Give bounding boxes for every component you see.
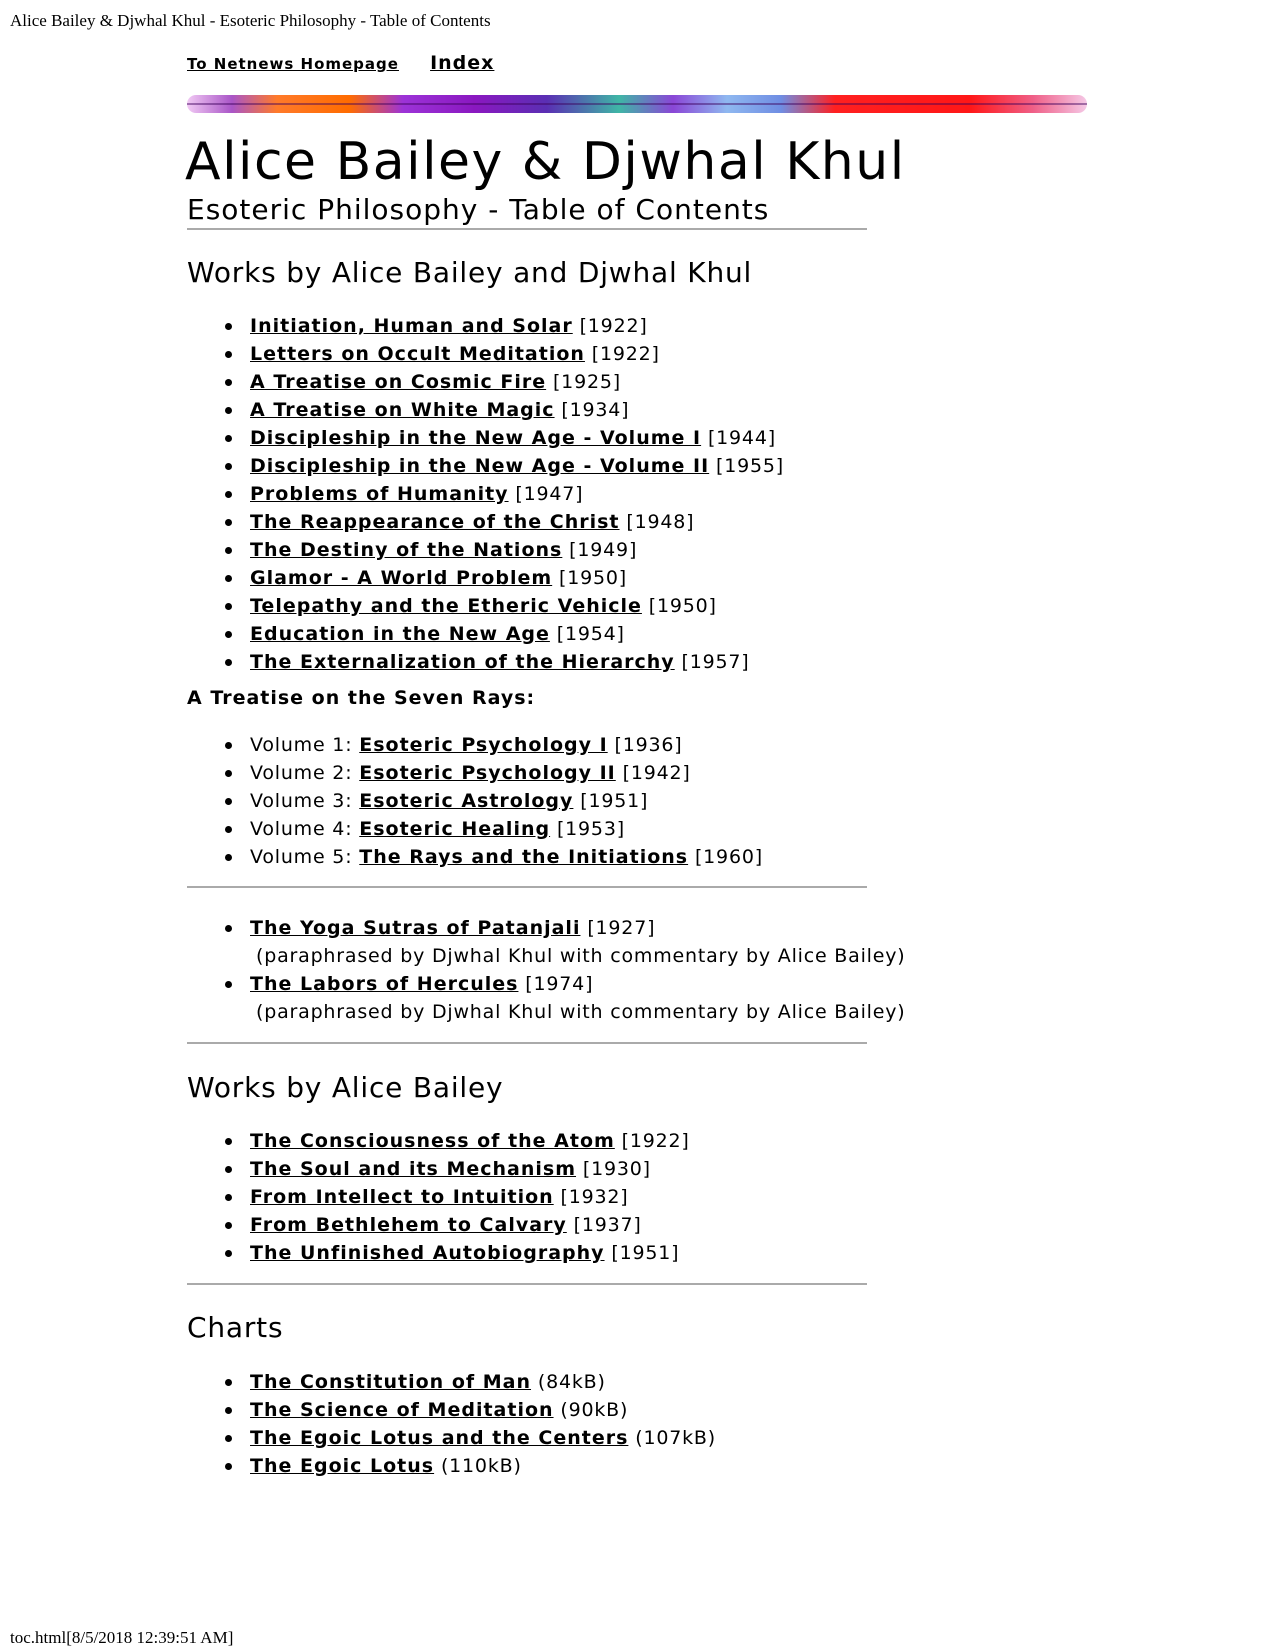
volume-label: Volume 2: [250,762,353,784]
book-link[interactable]: Discipleship in the New Age - Volume I [250,427,702,449]
book-link[interactable]: From Intellect to Intuition [250,1186,554,1208]
year: [1927] [587,917,656,939]
year: [1949] [569,539,638,561]
bailey-works-list [187,1127,690,1267]
list-item [187,508,784,536]
list-item [187,1211,690,1239]
list-item [187,1239,690,1267]
book-link[interactable]: Glamor - A World Problem [250,567,553,589]
list-item [187,914,906,970]
divider [187,886,867,888]
year: [1922] [579,315,648,337]
list-item [187,843,763,871]
list-item [187,1368,716,1396]
book-link[interactable]: Esoteric Psychology II [359,762,616,784]
list-item [187,1127,690,1155]
year: [1953] [556,818,625,840]
divider [187,1042,867,1044]
list-item [187,592,784,620]
year: [1957] [681,651,750,673]
file-size: (84kB) [537,1371,606,1393]
list-item [187,759,763,787]
list-item [187,1155,690,1183]
section-heading-charts: Charts [187,1311,284,1344]
book-link[interactable]: Letters on Occult Meditation [250,343,585,365]
list-item [187,815,763,843]
book-link[interactable]: Esoteric Astrology [359,790,574,812]
list-item [187,480,784,508]
book-link[interactable]: The Yoga Sutras of Patanjali [250,917,581,939]
list-item [187,648,784,676]
year: [1950] [559,567,627,589]
volume-label: Volume 4: [250,818,353,840]
page-subtitle: Esoteric Philosophy - Table of Contents [187,193,770,226]
year: [1947] [515,483,584,505]
book-link[interactable]: The Destiny of the Nations [250,539,563,561]
year: [1925] [552,371,621,393]
seven-rays-list [187,731,763,871]
book-link[interactable]: Esoteric Healing [359,818,551,840]
year: [1950] [648,595,717,617]
book-link[interactable]: Education in the New Age [250,623,550,645]
year: [1954] [556,623,625,645]
list-item [187,787,763,815]
year: [1937] [573,1214,642,1236]
charts-list [187,1368,716,1480]
year: [1944] [707,427,776,449]
top-nav [187,52,520,74]
list-item [187,424,784,452]
year: [1922] [621,1130,690,1152]
list-item [187,368,784,396]
file-size: (110kB) [440,1455,522,1477]
file-size: (107kB) [635,1427,716,1449]
chart-link[interactable]: The Egoic Lotus and the Centers [250,1427,629,1449]
browser-title: Alice Bailey & Djwhal Khul - Esoteric Philosophy - Table of Contents [10,11,491,30]
book-link[interactable]: The Soul and its Mechanism [250,1158,577,1180]
year: [1942] [622,762,691,784]
book-link[interactable]: A Treatise on Cosmic Fire [250,371,547,393]
year: [1930] [582,1158,651,1180]
book-link[interactable]: The Reappearance of the Christ [250,511,620,533]
year: [1955] [716,455,784,477]
book-link[interactable]: From Bethlehem to Calvary [250,1214,567,1236]
book-link[interactable]: Esoteric Psychology I [359,734,608,756]
list-item [187,620,784,648]
browser-footer: toc.html[8/5/2018 12:39:51 AM] [10,1628,234,1647]
list-item [187,731,763,759]
year: [1960] [694,846,763,868]
list-item [187,312,784,340]
divider [187,228,867,230]
chart-link[interactable]: The Science of Meditation [250,1399,554,1421]
book-link[interactable]: A Treatise on White Magic [250,399,555,421]
file-size: (90kB) [560,1399,629,1421]
year: [1948] [626,511,695,533]
year: [1934] [561,399,630,421]
list-item [187,452,784,480]
book-link[interactable]: The Externalization of the Hierarchy [250,651,675,673]
volume-label: Volume 5: [250,846,353,868]
section-heading-joint-works: Works by Alice Bailey and Djwhal Khul [187,256,753,289]
book-link[interactable]: The Rays and the Initiations [359,846,689,868]
section-heading-bailey-works: Works by Alice Bailey [187,1071,504,1104]
joint-works-list [187,312,784,676]
year: [1936] [614,734,683,756]
book-link[interactable]: Discipleship in the New Age - Volume II [250,455,710,477]
divider [187,1283,867,1285]
year: [1951] [611,1242,680,1264]
list-item [187,396,784,424]
list-item [187,970,906,1026]
index-link[interactable]: Index [430,52,495,74]
book-link[interactable]: The Consciousness of the Atom [250,1130,615,1152]
book-link[interactable]: Initiation, Human and Solar [250,315,573,337]
year: [1974] [525,973,594,995]
volume-label: Volume 1: [250,734,353,756]
book-link[interactable]: Telepathy and the Etheric Vehicle [250,595,642,617]
seven-rays-heading: A Treatise on the Seven Rays: [187,687,536,709]
list-item [187,1452,716,1480]
rainbow-divider [187,95,1087,113]
book-note: (paraphrased by Djwhal Khul with commentary by Alice Bailey) [256,945,906,967]
list-item [187,1183,690,1211]
book-link[interactable]: The Labors of Hercules [250,973,519,995]
chart-link[interactable]: The Egoic Lotus [250,1455,435,1477]
year: [1922] [591,343,660,365]
volume-label: Volume 3: [250,790,353,812]
year: [1932] [560,1186,629,1208]
list-item [187,564,784,592]
list-item [187,536,784,564]
book-link[interactable]: Problems of Humanity [250,483,509,505]
year: [1951] [580,790,649,812]
paraphrased-list [187,914,906,1026]
chart-link[interactable]: The Constitution of Man [250,1371,532,1393]
list-item [187,340,784,368]
netnews-homepage-link[interactable]: To Netnews Homepage [187,55,399,73]
page-title: Alice Bailey & Djwhal Khul [185,132,906,192]
list-item [187,1396,716,1424]
book-note: (paraphrased by Djwhal Khul with commentary by Alice Bailey) [256,1001,906,1023]
list-item [187,1424,716,1452]
book-link[interactable]: The Unfinished Autobiography [250,1242,605,1264]
